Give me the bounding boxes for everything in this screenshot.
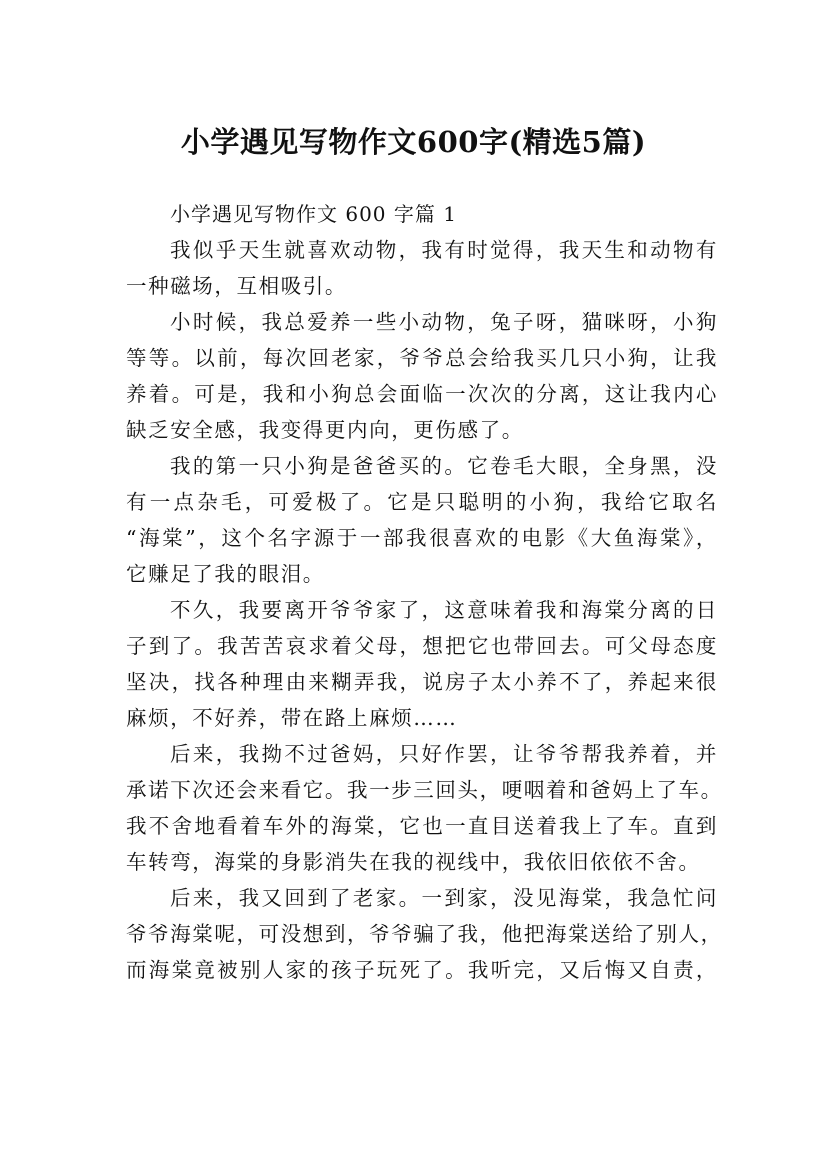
paragraph-list xyxy=(126,232,723,988)
paragraph-line: 有一点杂毛，可爱极了。它是只聪明的小狗，我给它取名 xyxy=(126,490,718,514)
paragraph-line: 它赚足了我的眼泪。 xyxy=(126,562,325,586)
body-paragraph xyxy=(126,736,723,880)
paragraph-line: “海棠”，这个名字源于一部我很喜欢的电影《大鱼海棠》， xyxy=(126,526,718,550)
body-paragraph xyxy=(126,448,718,592)
body-paragraph xyxy=(126,304,718,448)
body-paragraph xyxy=(126,592,718,736)
paragraph-line: 我不舍地看着车外的海棠，它也一直目送着我上了车。直到 xyxy=(126,814,718,838)
paragraph-line: 我的第一只小狗是爸爸买的。它卷毛大眼，全身黑，没 xyxy=(170,454,718,478)
paragraph-line: 后来，我拗不过爸妈，只好作罢，让爷爷帮我养着，并 xyxy=(170,742,718,766)
document-body xyxy=(126,196,723,988)
document-title: 小学遇见写物作文600字(精选5篇) xyxy=(180,125,647,160)
paragraph-line: 缺乏安全感，我变得更内向，更伤感了。 xyxy=(126,418,524,442)
paragraph-line: 麻烦，不好养，带在路上麻烦…… xyxy=(126,706,458,730)
body-paragraph xyxy=(126,232,718,304)
paragraph-line: 爷爷海棠呢，可没想到，爷爷骗了我，他把海棠送给了别人， xyxy=(126,922,723,946)
body-paragraph xyxy=(126,880,723,988)
paragraph-line: 我似乎天生就喜欢动物，我有时觉得，我天生和动物有 xyxy=(170,238,718,262)
paragraph-line: 一种磁场，互相吸引。 xyxy=(126,274,347,298)
paragraph-line: 不久，我要离开爷爷家了，这意味着我和海棠分离的日 xyxy=(170,598,718,622)
paragraph-line: 子到了。我苦苦哀求着父母，想把它也带回去。可父母态度 xyxy=(126,634,718,658)
paragraph-line: 而海棠竟被别人家的孩子玩死了。我听完，又后悔又自责， xyxy=(126,958,718,982)
paragraph-line: 小时候，我总爱养一些小动物，兔子呀，猫咪呀，小狗 xyxy=(170,310,718,334)
paragraph-line: 养着。可是，我和小狗总会面临一次次的分离，这让我内心 xyxy=(126,382,718,406)
paragraph-line: 承诺下次还会来看它。我一步三回头，哽咽着和爸妈上了车。 xyxy=(126,778,723,802)
paragraph-line: 后来，我又回到了老家。一到家，没见海棠，我急忙问 xyxy=(170,886,718,910)
paragraph-line: 等等。以前，每次回老家，爷爷总会给我买几只小狗，让我 xyxy=(126,346,718,370)
section-heading: 小学遇见写物作文 600 字篇 1 xyxy=(170,202,457,226)
paragraph-line: 车转弯，海棠的身影消失在我的视线中，我依旧依依不舍。 xyxy=(126,850,701,874)
paragraph-line: 坚决，找各种理由来糊弄我，说房子太小养不了，养起来很 xyxy=(126,670,718,694)
